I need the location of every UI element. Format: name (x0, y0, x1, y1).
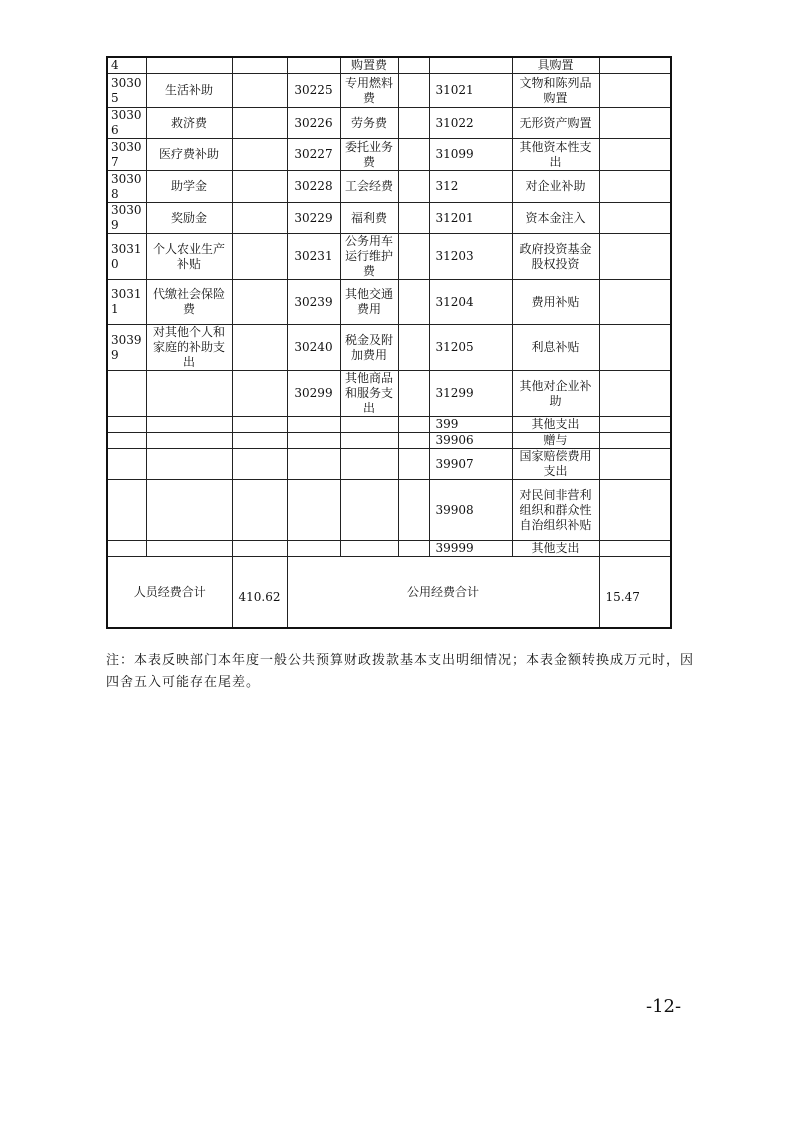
item-name-cell (340, 480, 398, 541)
amount-cell (232, 433, 287, 449)
amount-cell (599, 108, 671, 139)
item-name-cell: 其他支出 (512, 541, 599, 557)
item-name-cell: 费用补贴 (512, 280, 599, 325)
item-name-cell (340, 541, 398, 557)
item-name-cell: 委托业务费 (340, 139, 398, 171)
amount-cell (398, 480, 429, 541)
code-cell: 39999 (429, 541, 512, 557)
item-name-cell: 对企业补助 (512, 171, 599, 203)
item-name-cell (340, 449, 398, 480)
amount-cell (599, 57, 671, 74)
amount-cell (398, 234, 429, 280)
code-cell: 399 (429, 417, 512, 433)
table-row (107, 108, 671, 139)
amount-cell (398, 280, 429, 325)
amount-cell (232, 541, 287, 557)
table-row (107, 280, 671, 325)
item-name-cell (146, 57, 232, 74)
table-row (107, 449, 671, 480)
amount-cell (398, 541, 429, 557)
code-cell (287, 57, 340, 74)
amount-cell (232, 325, 287, 371)
code-cell (287, 480, 340, 541)
amount-cell (232, 139, 287, 171)
table-row (107, 57, 671, 74)
amount-cell (232, 74, 287, 108)
code-cell (287, 417, 340, 433)
item-name-cell: 具购置 (512, 57, 599, 74)
item-name-cell: 奖励金 (146, 203, 232, 234)
table-row (107, 325, 671, 371)
amount-cell (599, 203, 671, 234)
item-name-cell (146, 480, 232, 541)
item-name-cell: 无形资产购置 (512, 108, 599, 139)
amount-cell (599, 449, 671, 480)
code-cell: 30229 (287, 203, 340, 234)
item-name-cell: 医疗费补助 (146, 139, 232, 171)
item-name-cell: 工会经费 (340, 171, 398, 203)
amount-cell (398, 433, 429, 449)
code-cell: 30228 (287, 171, 340, 203)
code-cell (107, 480, 146, 541)
code-cell: 30305 (107, 74, 146, 108)
item-name-cell (146, 433, 232, 449)
item-name-cell: 个人农业生产补贴 (146, 234, 232, 280)
table-totals (107, 557, 671, 629)
code-cell: 30227 (287, 139, 340, 171)
item-name-cell: 代缴社会保险费 (146, 280, 232, 325)
code-cell: 312 (429, 171, 512, 203)
table-row (107, 371, 671, 417)
code-cell: 30399 (107, 325, 146, 371)
item-name-cell: 其他资本性支出 (512, 139, 599, 171)
amount-cell (398, 171, 429, 203)
item-name-cell (146, 371, 232, 417)
amount-cell (232, 203, 287, 234)
expenditure-detail-table (106, 56, 672, 629)
code-cell: 30226 (287, 108, 340, 139)
public-total-value: 15.47 (599, 557, 671, 629)
code-cell: 30310 (107, 234, 146, 280)
item-name-cell: 资本金注入 (512, 203, 599, 234)
code-cell: 39907 (429, 449, 512, 480)
code-cell (107, 371, 146, 417)
amount-cell (232, 234, 287, 280)
amount-cell (232, 371, 287, 417)
item-name-cell: 其他支出 (512, 417, 599, 433)
amount-cell (398, 449, 429, 480)
amount-cell (232, 57, 287, 74)
code-cell: 39908 (429, 480, 512, 541)
table-row (107, 480, 671, 541)
item-name-cell: 其他商品和服务支出 (340, 371, 398, 417)
amount-cell (599, 171, 671, 203)
code-cell: 31021 (429, 74, 512, 108)
amount-cell (232, 449, 287, 480)
table-row (107, 234, 671, 280)
code-cell (107, 541, 146, 557)
item-name-cell: 生活补助 (146, 74, 232, 108)
code-cell (429, 57, 512, 74)
amount-cell (599, 480, 671, 541)
item-name-cell (340, 433, 398, 449)
item-name-cell (340, 417, 398, 433)
table-row (107, 541, 671, 557)
amount-cell (398, 371, 429, 417)
amount-cell (232, 480, 287, 541)
code-cell (287, 449, 340, 480)
amount-cell (599, 280, 671, 325)
code-cell: 31022 (429, 108, 512, 139)
item-name-cell: 国家赔偿费用支出 (512, 449, 599, 480)
amount-cell (599, 371, 671, 417)
amount-cell (232, 280, 287, 325)
amount-cell (232, 171, 287, 203)
table-row (107, 171, 671, 203)
item-name-cell: 对其他个人和家庭的补助支出 (146, 325, 232, 371)
amount-cell (398, 57, 429, 74)
table-row (107, 74, 671, 108)
personnel-total-label: 人员经费合计 (107, 557, 232, 629)
item-name-cell: 政府投资基金股权投资 (512, 234, 599, 280)
item-name-cell: 文物和陈列品购置 (512, 74, 599, 108)
code-cell: 31204 (429, 280, 512, 325)
item-name-cell: 对民间非营利组织和群众性自治组织补贴 (512, 480, 599, 541)
code-cell: 30307 (107, 139, 146, 171)
totals-row (107, 557, 671, 629)
code-cell: 31205 (429, 325, 512, 371)
item-name-cell (146, 541, 232, 557)
amount-cell (599, 417, 671, 433)
amount-cell (599, 139, 671, 171)
code-cell: 30240 (287, 325, 340, 371)
item-name-cell: 利息补贴 (512, 325, 599, 371)
amount-cell (398, 325, 429, 371)
code-cell: 30231 (287, 234, 340, 280)
item-name-cell: 劳务费 (340, 108, 398, 139)
item-name-cell: 助学金 (146, 171, 232, 203)
code-cell: 31299 (429, 371, 512, 417)
personnel-total-value: 410.62 (232, 557, 287, 629)
amount-cell (599, 433, 671, 449)
amount-cell (398, 139, 429, 171)
code-cell: 4 (107, 57, 146, 74)
item-name-cell: 福利费 (340, 203, 398, 234)
item-name-cell: 专用燃料费 (340, 74, 398, 108)
public-total-label: 公用经费合计 (287, 557, 599, 629)
code-cell (107, 433, 146, 449)
table-row (107, 417, 671, 433)
item-name-cell: 其他交通费用 (340, 280, 398, 325)
table-row (107, 139, 671, 171)
amount-cell (599, 74, 671, 108)
table-row (107, 203, 671, 234)
item-name-cell (146, 449, 232, 480)
code-cell: 30311 (107, 280, 146, 325)
page-number: -12- (646, 996, 682, 1017)
item-name-cell: 赠与 (512, 433, 599, 449)
code-cell (107, 449, 146, 480)
code-cell: 30306 (107, 108, 146, 139)
table-body (107, 57, 671, 557)
code-cell (287, 541, 340, 557)
item-name-cell: 税金及附加费用 (340, 325, 398, 371)
code-cell: 30239 (287, 280, 340, 325)
amount-cell (599, 541, 671, 557)
amount-cell (232, 108, 287, 139)
item-name-cell (146, 417, 232, 433)
code-cell: 30309 (107, 203, 146, 234)
code-cell: 31099 (429, 139, 512, 171)
code-cell: 31203 (429, 234, 512, 280)
code-cell: 39906 (429, 433, 512, 449)
amount-cell (232, 417, 287, 433)
amount-cell (398, 203, 429, 234)
code-cell: 30225 (287, 74, 340, 108)
code-cell: 31201 (429, 203, 512, 234)
item-name-cell: 其他对企业补助 (512, 371, 599, 417)
amount-cell (398, 417, 429, 433)
table-footnote: 注：本表反映部门本年度一般公共预算财政拨款基本支出明细情况；本表金额转换成万元时，因四舍五入可能存在尾差。 (106, 653, 695, 690)
amount-cell (599, 325, 671, 371)
amount-cell (599, 234, 671, 280)
code-cell: 30308 (107, 171, 146, 203)
code-cell (287, 433, 340, 449)
item-name-cell: 救济费 (146, 108, 232, 139)
code-cell (107, 417, 146, 433)
code-cell: 30299 (287, 371, 340, 417)
item-name-cell: 公务用车运行维护费 (340, 234, 398, 280)
table-row (107, 433, 671, 449)
item-name-cell: 购置费 (340, 57, 398, 74)
amount-cell (398, 108, 429, 139)
amount-cell (398, 74, 429, 108)
